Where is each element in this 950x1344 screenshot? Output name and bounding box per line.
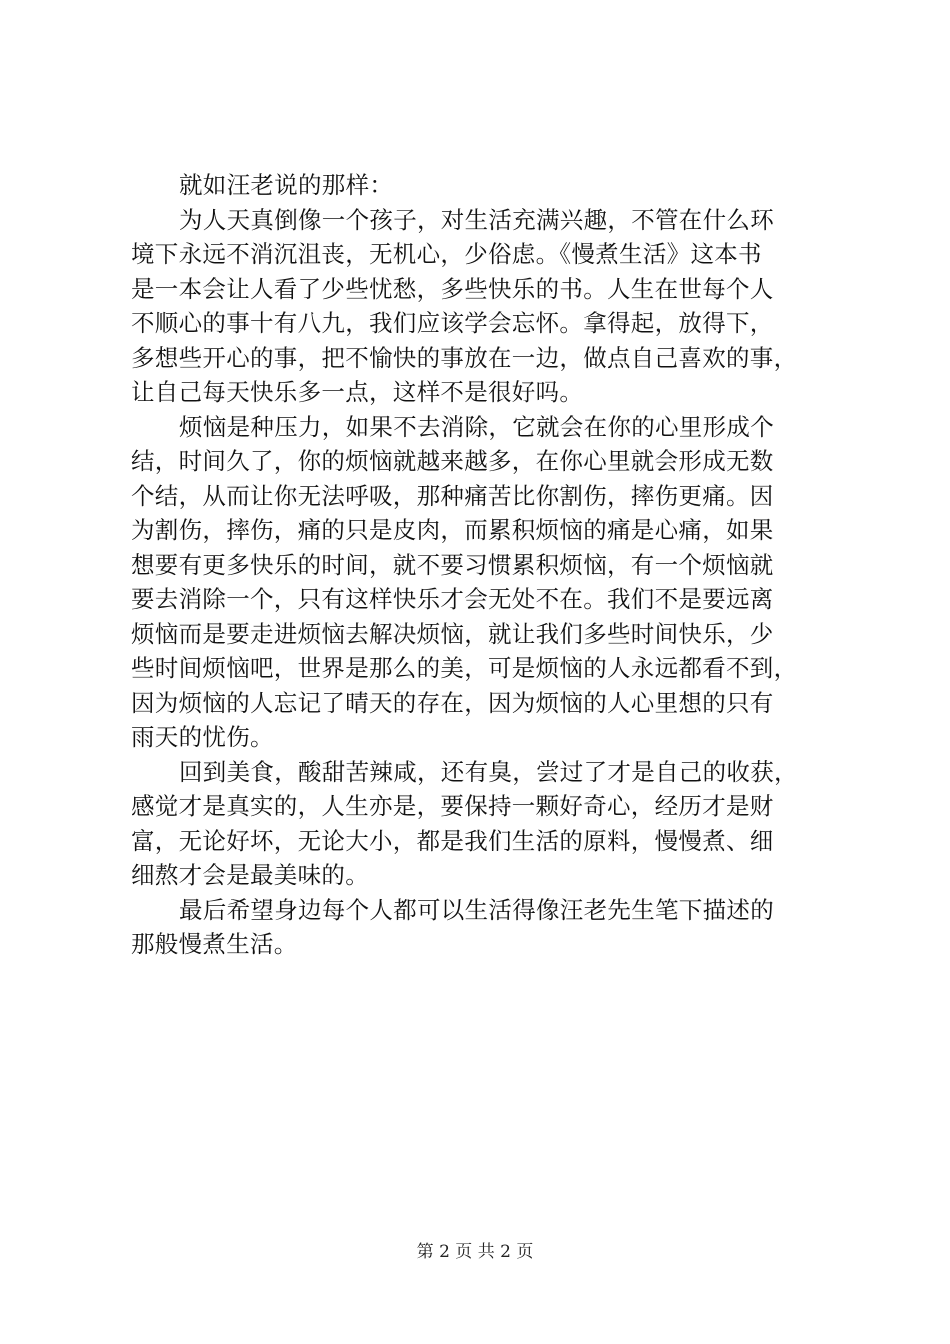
text-line: 让自己每天快乐多一点，这样不是很好吗。 — [131, 378, 584, 406]
text-line: 些时间烦恼吧，世界是那么的美，可是烦恼的人永远都看不到， — [131, 654, 798, 682]
text-line: 为人天真倒像一个孩子，对生活充满兴趣，不管在什么环 — [179, 205, 774, 234]
text-line: 烦恼而是要走进烦恼去解决烦恼，就让我们多些时间快乐，少 — [131, 619, 774, 648]
text-line: 个结，从而让你无法呼吸，那种痛苦比你割伤，摔伤更痛。因 — [131, 481, 774, 510]
text-line: 因为烦恼的人忘记了晴天的存在，因为烦恼的人心里想的只有 — [131, 688, 774, 717]
text-line: 想要有更多快乐的时间，就不要习惯累积烦恼，有一个烦恼就 — [131, 550, 774, 579]
text-line: 是一本会让人看了少些忧愁，多些快乐的书。人生在世每个人 — [131, 274, 774, 303]
text-line: 要去消除一个，只有这样快乐才会无处不在。我们不是要远离 — [131, 585, 774, 613]
text-line: 烦恼是种压力，如果不去消除，它就会在你的心里形成个 — [179, 412, 774, 441]
text-line: 不顺心的事十有八九，我们应该学会忘怀。拿得起，放得下， — [131, 309, 774, 337]
body-text — [131, 168, 831, 962]
text-line: 雨天的忧伤。 — [131, 723, 274, 751]
text-line: 为割伤，摔伤，痛的只是皮肉，而累积烦恼的痛是心痛，如果 — [131, 516, 774, 544]
page-number-label: 第 2 页 共 2 页 — [416, 1242, 534, 1262]
page-footer — [0, 1240, 950, 1264]
text-line: 回到美食，酸甜苦辣咸，还有臭，尝过了才是自己的收获， — [179, 757, 798, 786]
text-line: 富，无论好坏，无论大小，都是我们生活的原料，慢慢煮、细 — [131, 826, 774, 855]
text-line: 感觉才是真实的，人生亦是，要保持一颗好奇心，经历才是财 — [131, 792, 774, 820]
text-line: 就如汪老说的那样： — [179, 171, 394, 199]
text-line: 细熬才会是最美味的。 — [131, 861, 369, 889]
text-line: 那般慢煮生活。 — [131, 930, 298, 958]
text-line: 多想些开心的事，把不愉快的事放在一边，做点自己喜欢的事， — [131, 343, 798, 372]
text-line: 最后希望身边每个人都可以生活得像汪老先生笔下描述的 — [179, 895, 774, 924]
text-line: 结，时间久了，你的烦恼就越来越多，在你心里就会形成无数 — [131, 447, 774, 475]
text-line: 境下永远不消沉沮丧，无机心，少俗虑。《慢煮生活》这本书 — [131, 240, 762, 268]
